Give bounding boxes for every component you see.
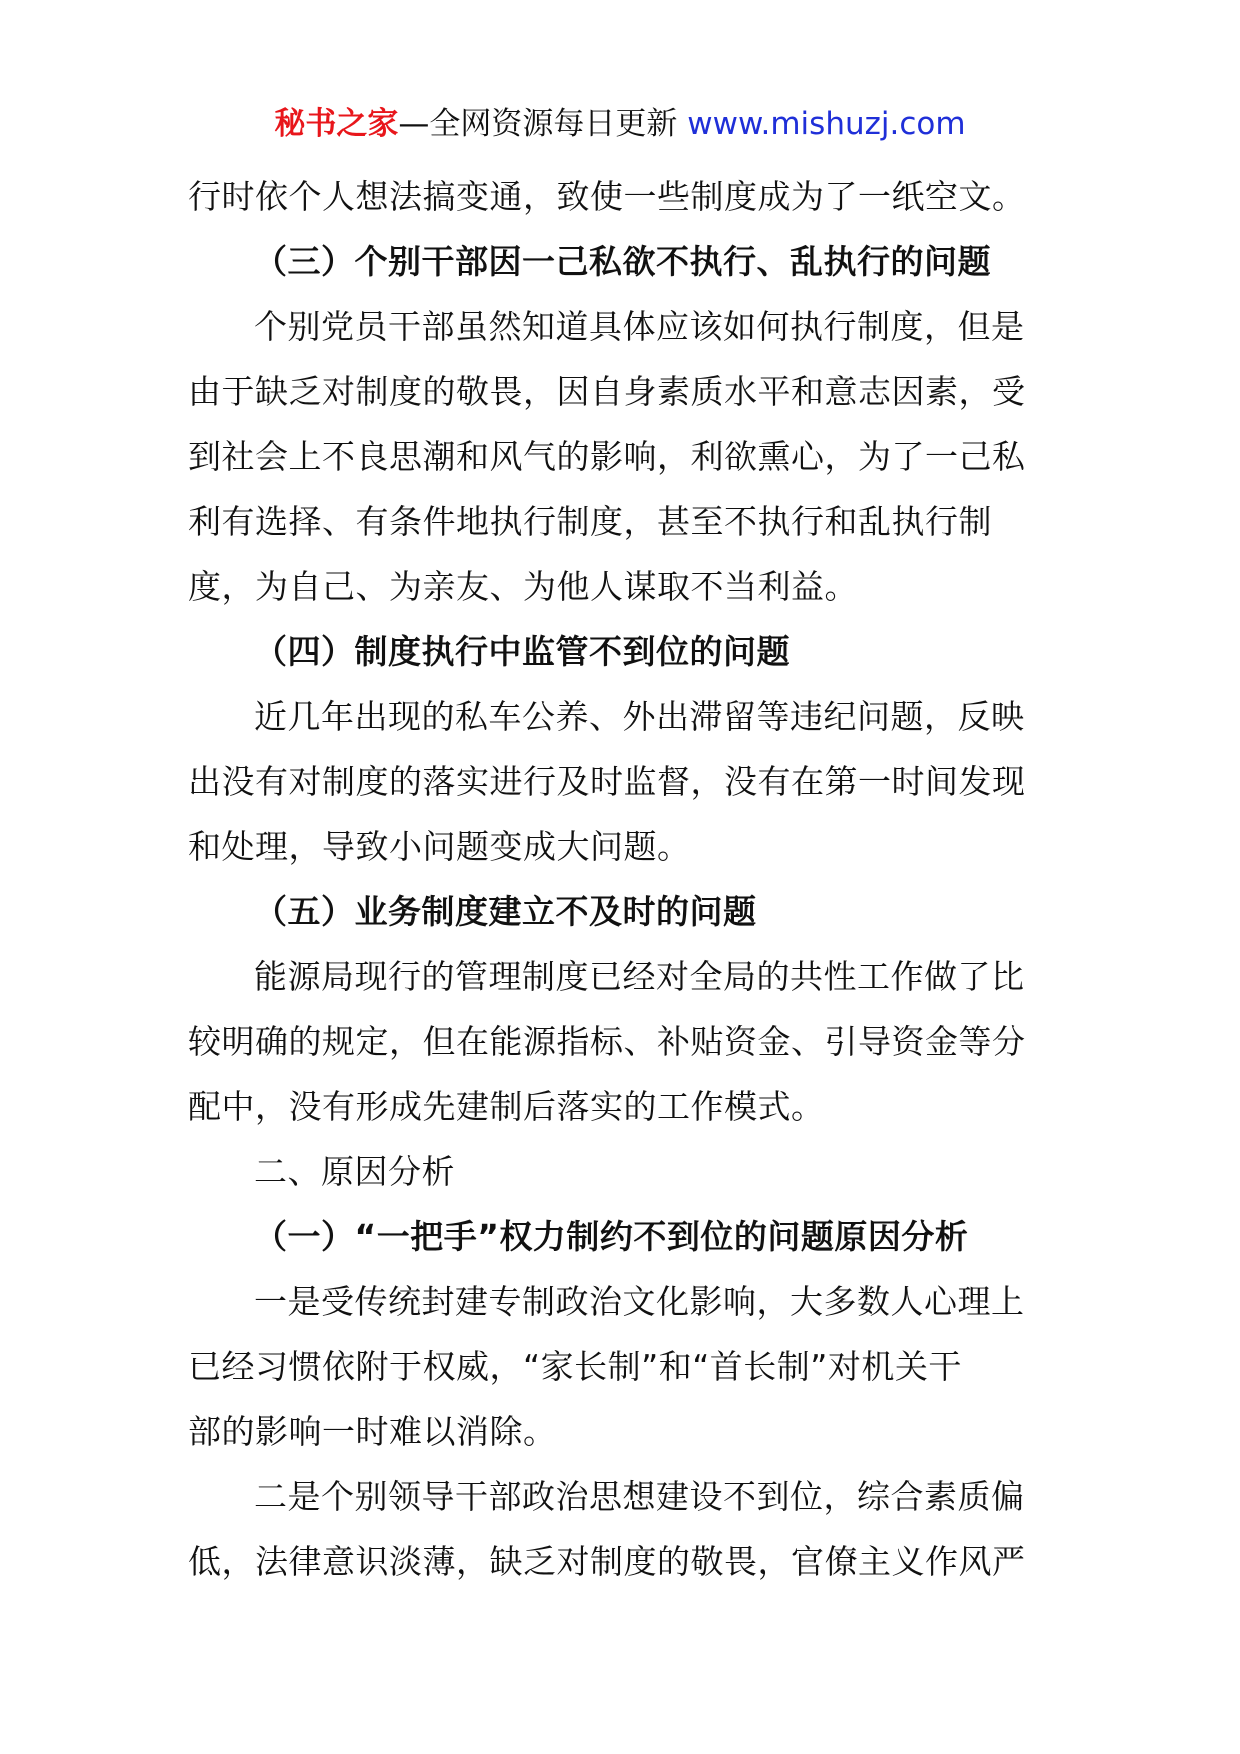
header-tagline: —全网资源每日更新 [398, 106, 688, 142]
chapter-heading: 二、原因分析 [254, 1152, 455, 1191]
section-heading: （一）“一把手”权力制约不到位的问题原因分析 [254, 1217, 969, 1256]
section-heading: （四）制度执行中监管不到位的问题 [254, 632, 790, 671]
paragraph-line: 能源局现行的管理制度已经对全局的共性工作做了比 [254, 957, 1025, 996]
paragraph-line: 利有选择、有条件地执行制度，甚至不执行和乱执行制 [188, 502, 992, 541]
paragraph-line: 出没有对制度的落实进行及时监督，没有在第一时间发现 [188, 762, 1026, 801]
paragraph-line: 个别党员干部虽然知道具体应该如何执行制度，但是 [254, 307, 1025, 346]
section-heading: （五）业务制度建立不及时的问题 [254, 892, 757, 931]
section-heading: （三）个别干部因一己私欲不执行、乱执行的问题 [254, 242, 991, 281]
paragraph-line: 行时依个人想法搞变通，致使一些制度成为了一纸空文。 [188, 177, 1026, 216]
paragraph-line: 已经习惯依附于权威，“家长制”和“首长制”对机关干 [188, 1347, 962, 1386]
site-watermark-header [0, 98, 1240, 150]
paragraph-line: 近几年出现的私车公养、外出滞留等违纪问题，反映 [254, 697, 1025, 736]
paragraph-line: 到社会上不良思潮和风气的影响，利欲熏心，为了一己私 [188, 437, 1026, 476]
paragraph-line: 二是个别领导干部政治思想建设不到位，综合素质偏 [254, 1477, 1025, 1516]
site-url: www.mishuzj.com [687, 106, 966, 142]
brand-name: 秘书之家 [274, 106, 399, 142]
paragraph-line: 部的影响一时难以消除。 [188, 1412, 557, 1451]
document-body [188, 164, 1054, 1594]
paragraph-line: 配中，没有形成先建制后落实的工作模式。 [188, 1087, 825, 1126]
paragraph-line: 和处理，导致小问题变成大问题。 [188, 827, 691, 866]
paragraph-line: 低，法律意识淡薄，缺乏对制度的敬畏，官僚主义作风严 [188, 1542, 1026, 1581]
paragraph-line: 一是受传统封建专制政治文化影响，大多数人心理上 [254, 1282, 1025, 1321]
paragraph-line: 度，为自己、为亲友、为他人谋取不当利益。 [188, 567, 858, 606]
paragraph-line: 较明确的规定，但在能源指标、补贴资金、引导资金等分 [188, 1022, 1026, 1061]
paragraph-line: 由于缺乏对制度的敬畏，因自身素质水平和意志因素，受 [188, 372, 1026, 411]
